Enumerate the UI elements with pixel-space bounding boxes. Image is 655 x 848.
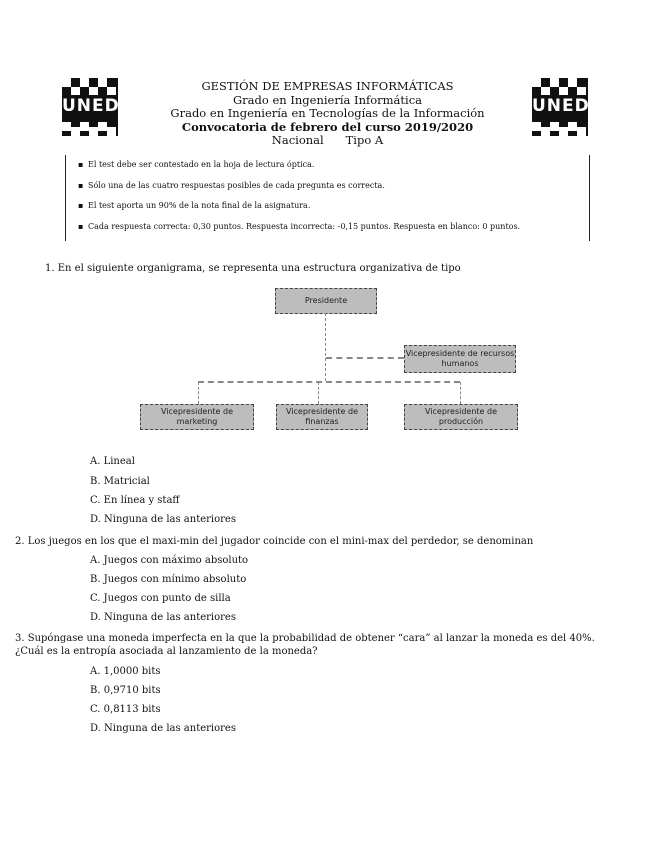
option-1b: B. Matricial (90, 476, 150, 487)
org-connector (318, 382, 319, 404)
exam-type: Nacional Tipo A (271, 133, 384, 147)
org-box-president: Presidente (275, 288, 377, 314)
logo-text: UNED (62, 96, 120, 116)
option-3c: C. 0,8113 bits (90, 704, 161, 715)
degree-2: Grado en Ingeniería en Tecnologías de la Información (170, 106, 485, 120)
uned-logo-right (532, 78, 588, 136)
course-title: GESTIÓN DE EMPRESAS INFORMÁTICAS (201, 79, 454, 93)
question-text: Los juegos en los que el maxi-min del jugador coincide con el mini-max del perdedor, se denominan (27, 536, 534, 547)
question-1 (45, 262, 605, 275)
logo-text: UNED (532, 96, 590, 116)
option-1c: C. En línea y staff (90, 495, 180, 506)
question-number: 2. (15, 536, 25, 547)
option-1a: A. Lineal (90, 456, 135, 467)
option-2d: D. Ninguna de las anteriores (90, 612, 236, 623)
question-2 (15, 535, 615, 548)
question-number: 1. (45, 263, 55, 274)
org-box-production: Vicepresidente de producción (404, 404, 518, 430)
rule-item: ▪ El test aporta un 90% de la nota final de la asignatura. (78, 196, 589, 217)
uned-logo-left (62, 78, 118, 136)
option-1d: D. Ninguna de las anteriores (90, 514, 236, 525)
org-connector (198, 382, 199, 404)
option-3b: B. 0,9710 bits (90, 685, 161, 696)
option-2a: A. Juegos con máximo absoluto (90, 555, 249, 566)
rule-item: ▪ Cada respuesta correcta: 0,30 puntos. Respuesta incorrecta: -0,15 puntos. Respuesta en blanco: 0 puntos. (78, 217, 589, 238)
exam-header (140, 80, 515, 148)
option-2c: C. Juegos con punto de silla (90, 593, 231, 604)
degree-1: Grado en Ingeniería Informática (232, 92, 423, 107)
option-2b: B. Juegos con mínimo absoluto (90, 574, 247, 585)
question-3 (15, 632, 605, 658)
option-3a: A. 1,0000 bits (90, 666, 161, 677)
rule-item: ▪ Sólo una de las cuatro respuestas posibles de cada pregunta es correcta. (78, 176, 589, 197)
org-box-marketing: Vicepresidente de marketing (140, 404, 254, 430)
rule-item: ▪ El test debe ser contestado en la hoja de lectura óptica. (78, 155, 589, 176)
option-3d: D. Ninguna de las anteriores (90, 723, 236, 734)
org-box-staff: Vicepresidente de recursos humanos (404, 345, 516, 373)
org-connector (460, 382, 461, 404)
question-text: En el siguiente organigrama, se representa una estructura organizativa de tipo (57, 263, 461, 274)
question-text: Supóngase una moneda imperfecta en la que la probabilidad de obtener “cara” al lanzar la moneda es del 40%. ¿Cuál es la entropía asociada al lanzamiento de la moneda? (15, 633, 595, 657)
org-connector (326, 357, 404, 359)
instructions-box (65, 155, 590, 241)
exam-session: Convocatoria de febrero del curso 2019/2020 (181, 119, 474, 134)
question-number: 3. (15, 633, 25, 644)
org-connector (198, 381, 460, 383)
org-connector (325, 313, 326, 381)
org-box-finance: Vicepresidente de finanzas (276, 404, 368, 430)
